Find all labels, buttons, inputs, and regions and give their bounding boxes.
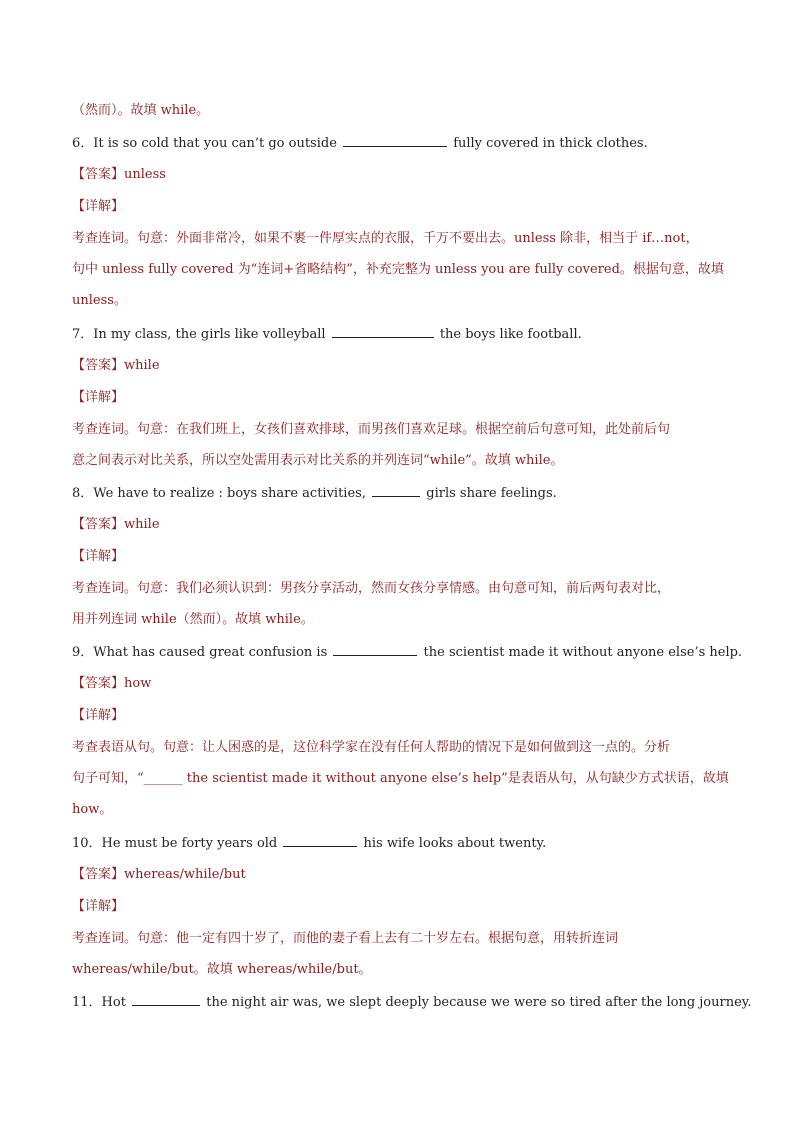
explanation-text: 考查连词。句意：我们必须认识到：男孩分享活动，然而女孩分享情感。由句意可知，前后两句表对比，	[72, 581, 671, 596]
question-text: fully covered in thick clothes.	[453, 136, 648, 151]
detail-7	[72, 389, 722, 407]
question-text: 9．What has caused great confusion is	[72, 645, 328, 660]
detail-9	[72, 707, 722, 725]
question-9	[72, 643, 743, 662]
answer-blank[interactable]	[132, 993, 200, 1006]
explanation-line	[72, 452, 722, 470]
question-text: 7．In my class, the girls like volleyball	[72, 327, 326, 342]
explanation-text: whereas/while/but。故填 whereas/while/but。	[72, 962, 372, 977]
question-6	[72, 134, 722, 153]
explanation-text: 考查连词。句意：在我们班上，女孩们喜欢排球，而男孩们喜欢足球。根据空前后句意可知，此处前后句	[72, 422, 671, 437]
answer-label: 【答案】	[72, 517, 125, 532]
explanation-line	[72, 230, 722, 248]
answer-8	[72, 516, 722, 534]
question-text: girls share feelings.	[426, 486, 557, 501]
detail-label: 【详解】	[72, 708, 125, 723]
detail-label: 【详解】	[72, 549, 125, 564]
answer-10	[72, 866, 722, 884]
answer-9	[72, 675, 722, 693]
answer-label: 【答案】	[72, 676, 125, 691]
answer-label: 【答案】	[72, 167, 125, 182]
answer-value: whereas/while/but	[124, 867, 246, 882]
explanation-text: 意之间表示对比关系，所以空处需用表示对比关系的并列连词“while”。故填 while。	[72, 453, 564, 468]
explanation-line	[72, 930, 722, 948]
explanation-line	[72, 801, 722, 819]
explanation-line	[72, 421, 722, 439]
detail-label: 【详解】	[72, 199, 125, 214]
explanation-text: 句子可知，“______ the scientist made it without anyone else’s help”是表语从句，从句缺少方式状语，故填	[72, 771, 729, 786]
explanation-line	[72, 611, 722, 629]
explanation-text: unless。	[72, 293, 127, 308]
question-text: the night air was, we slept deeply because we were so tired after the long journey.	[206, 995, 752, 1010]
answer-value: how	[124, 676, 152, 691]
explanation-line	[72, 580, 722, 598]
detail-label: 【详解】	[72, 899, 125, 914]
answer-6	[72, 166, 722, 184]
question-text: 8．We have to realize : boys share activities,	[72, 486, 366, 501]
answer-value: while	[124, 517, 160, 532]
question-10	[72, 834, 722, 853]
answer-blank[interactable]	[333, 643, 417, 656]
explanation-text: 考查连词。句意：外面非常冷，如果不裹一件厚实点的衣服，千万不要出去。unless 除非，相当于 if…not，	[72, 231, 699, 246]
question-text: 10．He must be forty years old	[72, 836, 278, 851]
explanation-text: （然而）。故填 while。	[72, 103, 210, 118]
question-text: 11．Hot	[72, 995, 126, 1010]
explanation-line	[72, 102, 722, 120]
detail-label: 【详解】	[72, 390, 125, 405]
answer-value: while	[124, 358, 160, 373]
explanation-line	[72, 770, 729, 788]
explanation-text: 考查连词。句意：他一定有四十岁了，而他的妻子看上去有二十岁左右。根据句意，用转折连词	[72, 931, 619, 946]
detail-10	[72, 898, 722, 916]
detail-6	[72, 198, 722, 216]
answer-value: unless	[124, 167, 166, 182]
answer-blank[interactable]	[343, 134, 447, 147]
answer-label: 【答案】	[72, 867, 125, 882]
question-text: the scientist made it without anyone else’s help.	[423, 645, 743, 660]
answer-label: 【答案】	[72, 358, 125, 373]
question-text: the boys like football.	[439, 327, 582, 342]
answer-blank[interactable]	[332, 325, 434, 338]
explanation-line	[72, 261, 722, 279]
explanation-text: how。	[72, 802, 113, 817]
explanation-text: 用并列连词 while（然而）。故填 while。	[72, 612, 314, 627]
answer-blank[interactable]	[283, 834, 357, 847]
explanation-line	[72, 961, 722, 979]
answer-blank[interactable]	[372, 484, 420, 497]
answer-7	[72, 357, 722, 375]
question-text: his wife looks about twenty.	[363, 836, 547, 851]
question-7	[72, 325, 722, 344]
detail-8	[72, 548, 722, 566]
explanation-text: 考查表语从句。句意：让人困惑的是，这位科学家在没有任何人帮助的情况下是如何做到这一点的。分析	[72, 740, 671, 755]
question-11	[72, 993, 752, 1012]
explanation-line	[72, 739, 722, 757]
question-8	[72, 484, 722, 503]
explanation-text: 句中 unless fully covered 为“连词+省略结构”，补充完整为 unless you are fully covered。根据句意，故填	[72, 262, 724, 277]
explanation-line	[72, 292, 722, 310]
question-text: 6．It is so cold that you can’t go outside	[72, 136, 337, 151]
